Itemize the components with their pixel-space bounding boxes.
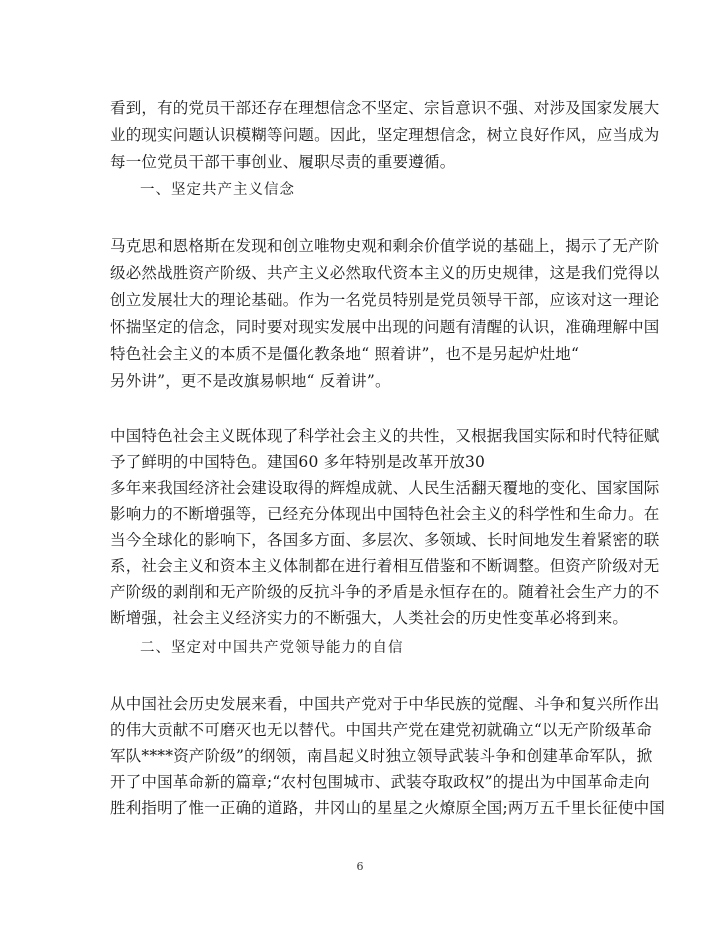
paragraph-3-line-4: 影响力的不断增强等，已经充分体现出中国特色社会主义的科学性和生命力。在 xyxy=(110,505,660,523)
paragraph-1-line-3: 每一位党员干部干事创业、履职尽责的重要遵循。 xyxy=(110,153,456,171)
paragraph-3-line-3: 多年来我国经济社会建设取得的辉煌成就、人民生活翻天覆地的变化、国家国际 xyxy=(110,479,660,497)
paragraph-3-line-2: 予了鲜明的中国特色。建国60 多年特别是改革开放30 xyxy=(110,453,486,471)
page-number: 6 xyxy=(356,860,364,873)
paragraph-3-line-6: 系，社会主义和资本主义体制都在进行着相互借鉴和不断调整。但资产阶级对无 xyxy=(110,557,660,575)
paragraph-3-line-8: 断增强，社会主义经济实力的不断强大，人类社会的历史性变革必将到来。 xyxy=(110,609,629,627)
paragraph-2-line-6: 另外讲”，更不是改旗易帜地“ 反着讲”。 xyxy=(110,372,391,390)
paragraph-3-line-5: 当今全球化的影响下，各国多方面、多层次、多领域、长时间地发生着紧密的联 xyxy=(110,531,660,549)
paragraph-2-line-1: 马克思和恩格斯在发现和创立唯物史观和剩余价值学说的基础上，揭示了无产阶 xyxy=(110,237,660,255)
paragraph-2-line-2: 级必然战胜资产阶级、共产主义必然取代资本主义的历史规律，这是我们党得以 xyxy=(110,264,660,282)
paragraph-2-line-3: 创立发展壮大的理论基础。作为一名党员特别是党员领导干部，应该对这一理论 xyxy=(110,291,660,309)
paragraph-4-line-5: 胜利指明了惟一正确的道路，井冈山的星星之火燎原全国;两万五千里长征使中国 xyxy=(110,799,665,817)
paragraph-4-line-4: 开了中国革命新的篇章;“农村包围城市、武装夺取政权”的提出为中国革命走向 xyxy=(110,773,650,791)
paragraph-4-line-3: 军队****资产阶级”的纲领，南昌起义时独立领导武装斗争和创建革命军队，掀 xyxy=(110,747,653,765)
paragraph-4-line-1: 从中国社会历史发展来看，中国共产党对于中华民族的觉醒、斗争和复兴所作出 xyxy=(110,695,660,713)
paragraph-1-line-1: 看到，有的党员干部还存在理想信念不坚定、宗旨意识不强、对涉及国家发展大 xyxy=(110,99,660,117)
paragraph-3-line-7: 产阶级的剥削和无产阶级的反抗斗争的矛盾是永恒存在的。随着社会生产力的不 xyxy=(110,583,660,601)
paragraph-4-line-2: 的伟大贡献不可磨灭也无以替代。中国共产党在建党初就确立“以无产阶级革命 xyxy=(110,721,652,739)
paragraph-2-line-5: 特色社会主义的本质不是僵化教条地“ 照着讲”，也不是另起炉灶地“ xyxy=(110,345,580,363)
paragraph-2-line-4: 怀揣坚定的信念，同时要对现实发展中出现的问题有清醒的认识，准确理解中国 xyxy=(110,318,660,336)
paragraph-1-line-2: 业的现实问题认识模糊等问题。因此，坚定理想信念，树立良好作风，应当成为 xyxy=(110,126,660,144)
section-heading-2: 二、坚定对中国共产党领导能力的自信 xyxy=(140,640,404,656)
paragraph-3-line-1: 中国特色社会主义既体现了科学社会主义的共性，又根据我国实际和时代特征赋 xyxy=(110,427,660,445)
section-heading-1: 一、坚定共产主义信念 xyxy=(140,182,295,198)
